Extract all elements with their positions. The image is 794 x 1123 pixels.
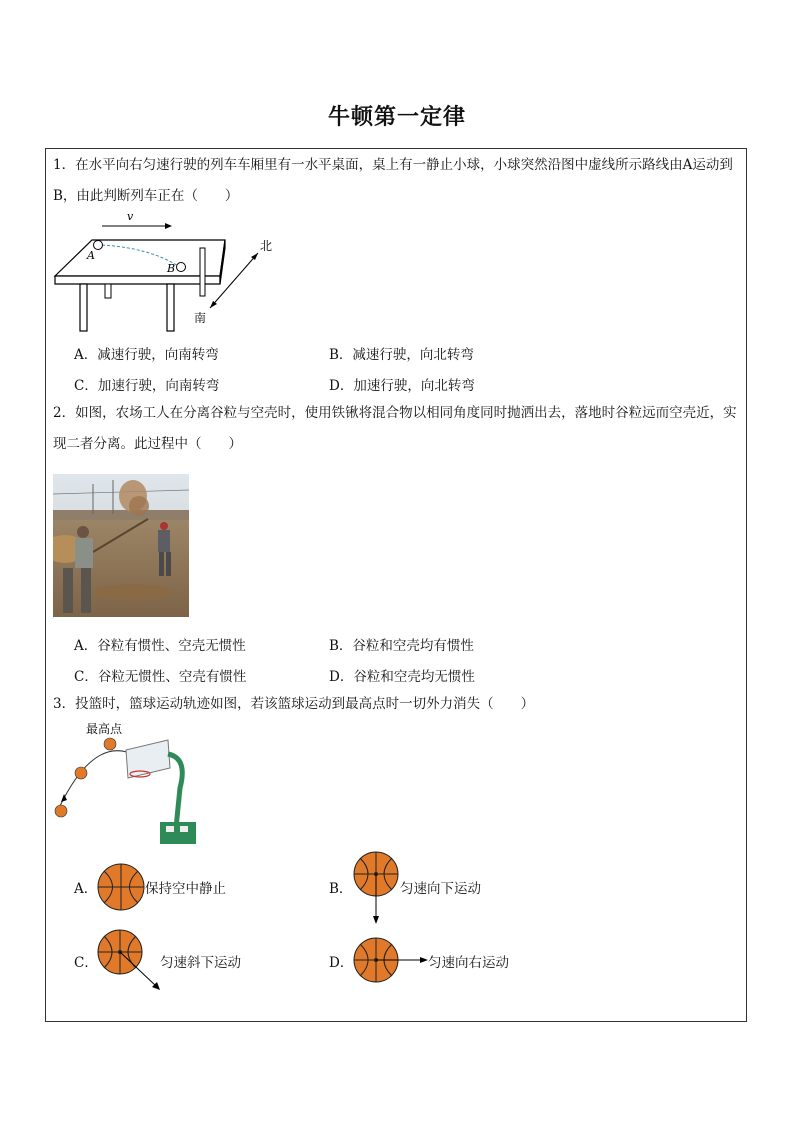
velocity-label: v (127, 210, 134, 223)
q3-option-a-ball (96, 862, 146, 912)
q3-option-b-letter: B． (329, 881, 353, 897)
q2-option-a: A．谷粒有惯性、空壳无惯性 (74, 638, 246, 654)
north-label: 北 (260, 239, 273, 253)
q1-option-c: C．加速行驶，向南转弯 (74, 378, 220, 394)
point-a-label: A (87, 249, 95, 262)
page-title: 牛顿第一定律 (327, 105, 466, 130)
q3-option-d-letter: D． (329, 955, 354, 971)
q2-farm-photo (53, 474, 189, 617)
q1-table-figure (50, 208, 310, 338)
question-2-text: 2．如图，农场工人在分离谷粒与空壳时，使用铁锹将混合物以相同角度同时抛洒出去，落地时谷粒远而空壳近，实现二者分离。此过程中（ ） (53, 405, 737, 452)
q2-option-d: D．谷粒和空壳均无惯性 (329, 669, 475, 685)
point-b-label: B (167, 262, 176, 275)
question-1-text: 1．在水平向右匀速行驶的列车车厢里有一水平桌面，桌上有一静止小球，小球突然沿图中虚线所示路线由A运动到B，由此判断列车正在（ ） (53, 157, 733, 204)
q3-option-b-text: 匀速向下运动 (400, 881, 481, 897)
q3-basketball-figure (48, 718, 208, 850)
highest-point-label: 最高点 (86, 722, 123, 736)
q3-option-a-text: 保持空中静止 (145, 881, 226, 897)
q2-option-c: C．谷粒无惯性、空壳有惯性 (74, 669, 247, 685)
q2-option-b: B．谷粒和空壳均有惯性 (329, 638, 474, 654)
q1-option-b: B．减速行驶，向北转弯 (329, 347, 474, 363)
q3-option-c-letter: C． (74, 955, 98, 971)
q3-option-a-letter: A． (74, 881, 98, 897)
q3-option-c-ball (94, 928, 166, 994)
q1-option-a: A．减速行驶，向南转弯 (74, 347, 219, 363)
question-3-text: 3．投篮时，篮球运动轨迹如图，若该篮球运动到最高点时一切外力消失（ ） (53, 696, 535, 712)
q3-option-b-ball (350, 850, 402, 926)
q3-option-d-text: 匀速向右运动 (428, 955, 509, 971)
q1-option-d: D．加速行驶，向北转弯 (329, 378, 475, 394)
south-label: 南 (194, 311, 207, 325)
q3-option-d-ball (352, 936, 432, 984)
q3-option-c-text: 匀速斜下运动 (160, 955, 241, 971)
